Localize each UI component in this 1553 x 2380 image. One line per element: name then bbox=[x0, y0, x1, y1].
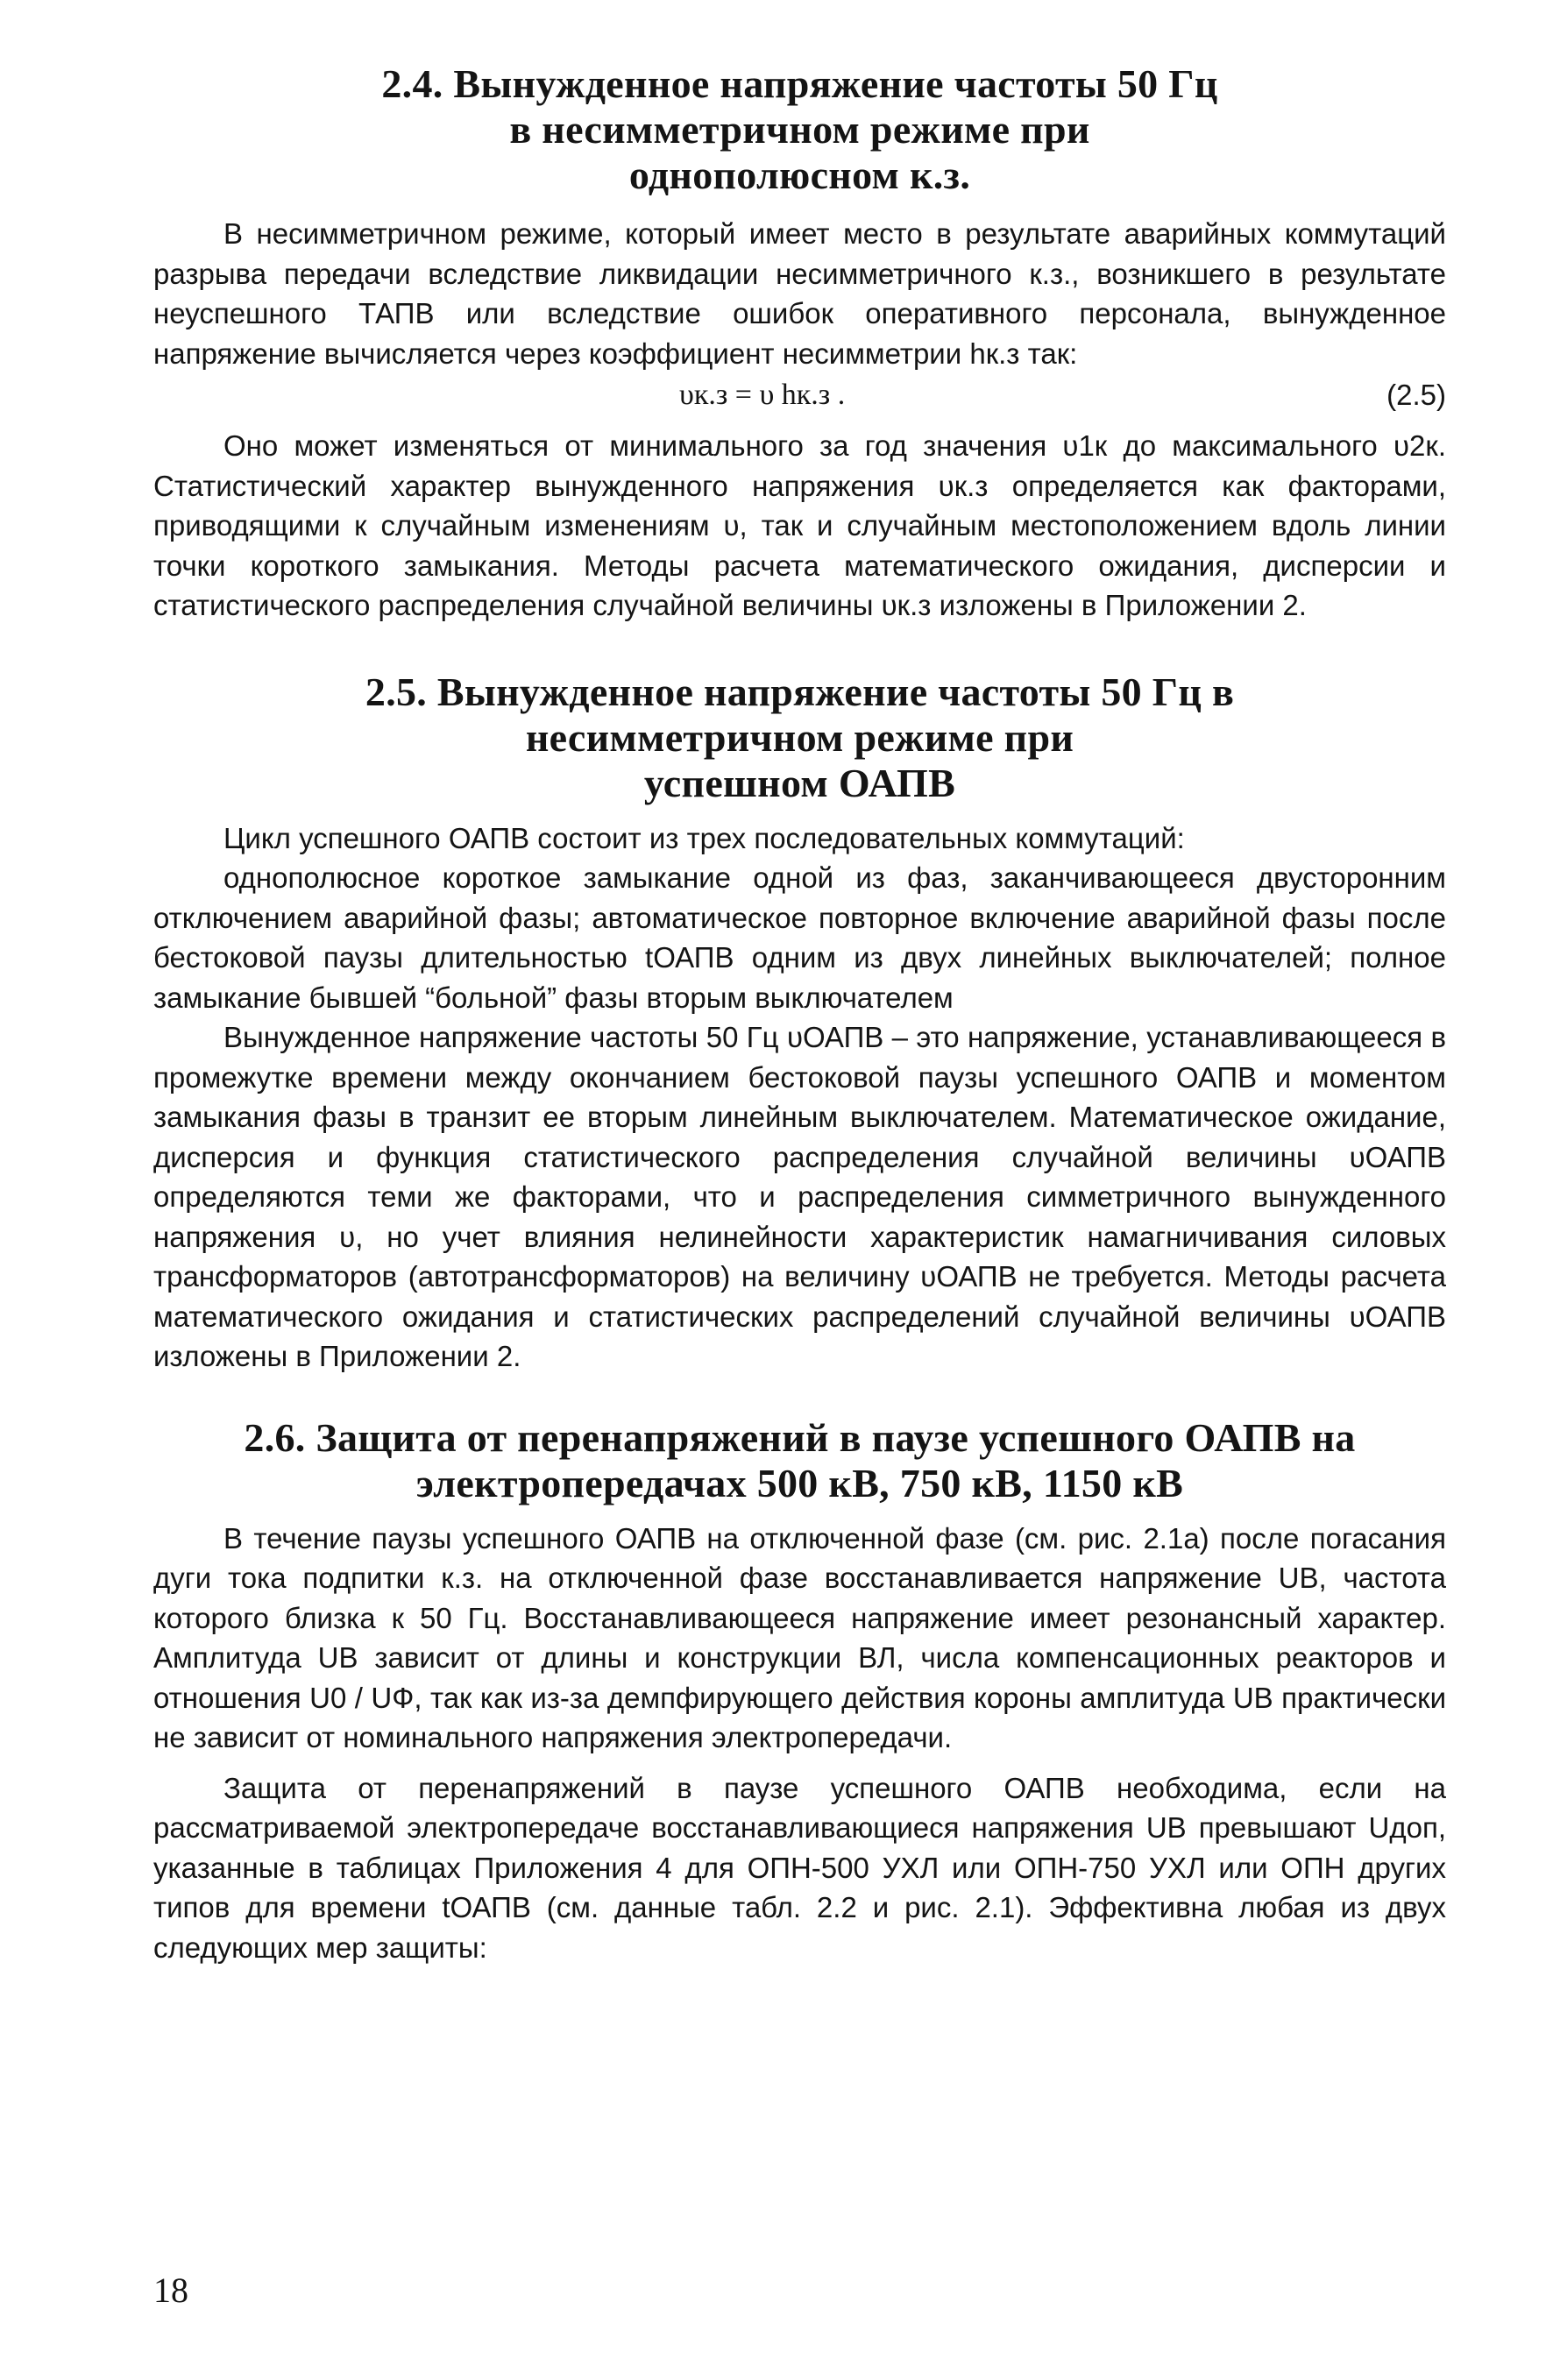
formula-2-5: υк.з = υ hк.з . bbox=[679, 379, 846, 411]
paragraph: Вынужденное напряжение частоты 50 Гц υОАПВ – это напряжение, устанавливающееся в промежутке времени между окончанием бестоковой паузы успешного ОАПВ и моментом замыкания фазы в транзит ее вторым линейным выключателем. Математическое ожидание, дисперсия и функция статистического распределения случайной величины υОАПВ определяются теми же факторами, что и распределения симметричного вынужденного напряжения υ, но учет влияния нелинейности характеристик намагничивания силовых трансформаторов (автотрансформаторов) на величину υОАПВ не требуется. Методы расчета математического ожидания и статистических распределений случайной величины υОАПВ изложены в Приложении 2. bbox=[153, 1021, 1446, 1372]
paragraph: однополюсное короткое замыкание одной из фаз, заканчивающееся двусторонним отключением аварийной фазы; автоматическое повторное включение аварийной фазы после бестоковой паузы длительностью tОАПВ одним из двух линейных выключателей; полное замыкание бывшей “больной” фазы вторым выключателем bbox=[153, 861, 1446, 1014]
heading-line: однополюсном к.з. bbox=[628, 152, 971, 197]
paragraph: В несимметричном режиме, который имеет место в результате аварийных коммутаций разрыва передачи вследствие ликвидации несимметричного к.з., возникшего в результате неуспешного ТАПВ или вследствие ошибок оперативного персонала, вынужденное напряжение вычисляется через коэффициент несимметрии hк.з так: bbox=[153, 217, 1446, 370]
section-2-5-heading bbox=[153, 669, 1446, 806]
heading-line: несимметричном режиме при bbox=[525, 714, 1074, 760]
page-number: 18 bbox=[153, 2270, 188, 2310]
formula-row bbox=[153, 373, 1446, 426]
page-body bbox=[153, 61, 1446, 1967]
section-2-4-heading bbox=[153, 61, 1446, 198]
paragraph: Оно может изменяться от минимального за год значения υ1к до максимального υ2к. Статистический характер вынужденного напряжения υк.з определяется как факторами, приводящими к случайным изменениям υ, так и случайным местоположением вдоль линии точки короткого замыкания. Методы расчета математического ожидания, дисперсии и статистического распределения случайной величины υк.з изложены в Приложении 2. bbox=[153, 429, 1446, 621]
heading-line: успешном ОАПВ bbox=[643, 760, 956, 805]
paragraph: Защита от перенапряжений в паузе успешного ОАПВ необходима, если на рассматриваемой электропередаче восстанавливающиеся напряжения UВ превышают Uдоп, указанные в таблицах Приложения 4 для ОПН-500 УХЛ или ОПН-750 УХЛ или ОПН других типов для времени tОАПВ (см. данные табл. 2.2 и рис. 2.1). Эффективна любая из двух следующих мер защиты: bbox=[153, 1771, 1446, 1964]
paragraph-gap bbox=[153, 1758, 1446, 1768]
section-2-6-heading bbox=[153, 1415, 1446, 1506]
heading-line: 2.5. Вынужденное напряжение частоты 50 Гц в bbox=[365, 669, 1235, 714]
heading-line: 2.4. Вынужденное напряжение частоты 50 Гц bbox=[381, 61, 1218, 106]
paragraph: Цикл успешного ОАПВ состоит из трех последовательных коммутаций: bbox=[223, 821, 1185, 854]
paragraph: В течение паузы успешного ОАПВ на отключенной фазе (см. рис. 2.1а) после погасания дуги тока подпитки к.з. на отключенной фазе восстанавливается напряжение UВ, частота которого близка к 50 Гц. Восстанавливающееся напряжение имеет резонансный характер. Амплитуда UВ зависит от длины и конструкции ВЛ, числа компенсационных реакторов и отношения U0 / UФ, так как из-за демпфирующего действия короны амплитуда UВ практически не зависит от номинального напряжения электропередачи. bbox=[153, 1521, 1446, 1753]
equation-number: (2.5) bbox=[1386, 379, 1446, 411]
heading-line: 2.6. Защита от перенапряжений в паузе успешного ОАПВ на bbox=[244, 1414, 1356, 1460]
heading-line: в несимметричном режиме при bbox=[509, 107, 1090, 152]
heading-line: электропередачах 500 кВ, 750 кВ, 1150 кВ bbox=[415, 1460, 1184, 1505]
